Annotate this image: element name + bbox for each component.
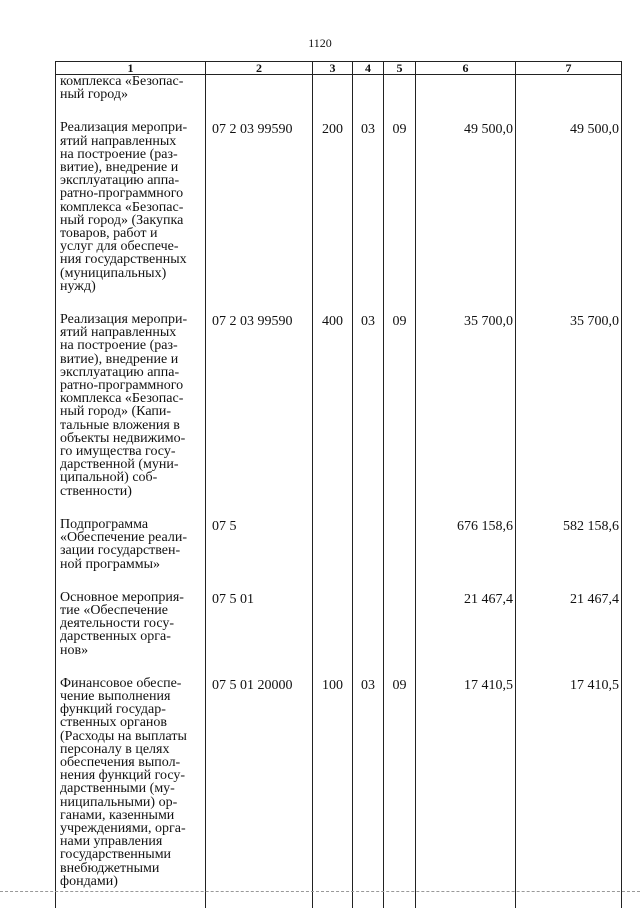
cell-col3 — [313, 75, 353, 122]
cell-col6: 17 410,5 — [416, 677, 516, 908]
cell-col4 — [353, 591, 384, 677]
cell-name: Реализация меропри- ятий направленных на построение (раз- витие), внедрение и эксплуатацию аппа- ратно-программного комплекса «Безопас- ный город» (Капи- тальные вложения в объекты недвижимо- го имущества госу- дарственной (муни- ципальной) соб- ственности) — [56, 313, 206, 518]
cell-code — [206, 75, 313, 122]
page-bottom-edge — [0, 891, 640, 892]
cell-col4: 03 — [353, 121, 384, 313]
column-header-7: 7 — [516, 62, 622, 75]
column-header-1: 1 — [56, 62, 206, 75]
cell-name: Реализация меропри- ятий направленных на построение (раз- витие), внедрение и эксплуатацию аппа- ратно-программного комплекса «Безопас- ный город» (Закупка товаров, работ и услуг для обеспече- ния государственных (муниципальных) нужд) — [56, 121, 206, 313]
cell-col7: 21 467,4 — [516, 591, 622, 677]
cell-name: Основное мероприя- тие «Обеспечение деятельности госу- дарственных орга- нов» — [56, 591, 206, 677]
cell-col5 — [384, 75, 416, 122]
cell-col4: 03 — [353, 677, 384, 908]
cell-name: Подпрограмма «Обеспечение реали- зации государствен- ной программы» — [56, 518, 206, 591]
cell-col5: 09 — [384, 313, 416, 518]
cell-code: 07 5 — [206, 518, 313, 591]
cell-col5 — [384, 518, 416, 591]
cell-col5: 09 — [384, 121, 416, 313]
cell-col5 — [384, 591, 416, 677]
cell-col6: 676 158,6 — [416, 518, 516, 591]
cell-col6: 49 500,0 — [416, 121, 516, 313]
cell-name: Финансовое обеспе- чение выполнения функций государ- ственных органов (Расходы на выплаты персоналу в целях обеспечения выпол- нения функций госу- дарственными (му- ниципальными) ор- ганами, казенными учреждениями, орга- нами управления государственными внебюджетными фондами) — [56, 677, 206, 908]
table-row — [56, 591, 622, 677]
cell-col5: 09 — [384, 677, 416, 908]
cell-col7: 17 410,5 — [516, 677, 622, 908]
cell-col4: 03 — [353, 313, 384, 518]
cell-name: комплекса «Безопас- ный город» — [56, 75, 206, 122]
cell-col3 — [313, 591, 353, 677]
table-header-row — [56, 62, 622, 75]
cell-col3: 100 — [313, 677, 353, 908]
cell-col3: 400 — [313, 313, 353, 518]
cell-col7: 49 500,0 — [516, 121, 622, 313]
column-header-5: 5 — [384, 62, 416, 75]
cell-code: 07 5 01 20000 — [206, 677, 313, 908]
cell-col7: 582 158,6 — [516, 518, 622, 591]
cell-col6: 35 700,0 — [416, 313, 516, 518]
table-row — [56, 313, 622, 518]
column-header-2: 2 — [206, 62, 313, 75]
cell-col7: 35 700,0 — [516, 313, 622, 518]
cell-col6 — [416, 75, 516, 122]
cell-col7 — [516, 75, 622, 122]
column-header-3: 3 — [313, 62, 353, 75]
table-row — [56, 518, 622, 591]
cell-col3 — [313, 518, 353, 591]
cell-col3: 200 — [313, 121, 353, 313]
cell-code: 07 2 03 99590 — [206, 313, 313, 518]
table-body — [56, 75, 622, 908]
cell-code: 07 5 01 — [206, 591, 313, 677]
cell-code: 07 2 03 99590 — [206, 121, 313, 313]
column-header-6: 6 — [416, 62, 516, 75]
page-number: 1120 — [308, 36, 332, 50]
table-row — [56, 677, 622, 908]
table-row — [56, 121, 622, 313]
budget-table — [55, 61, 622, 908]
cell-col4 — [353, 518, 384, 591]
cell-col6: 21 467,4 — [416, 591, 516, 677]
table-row — [56, 75, 622, 122]
column-header-4: 4 — [353, 62, 384, 75]
cell-col4 — [353, 75, 384, 122]
